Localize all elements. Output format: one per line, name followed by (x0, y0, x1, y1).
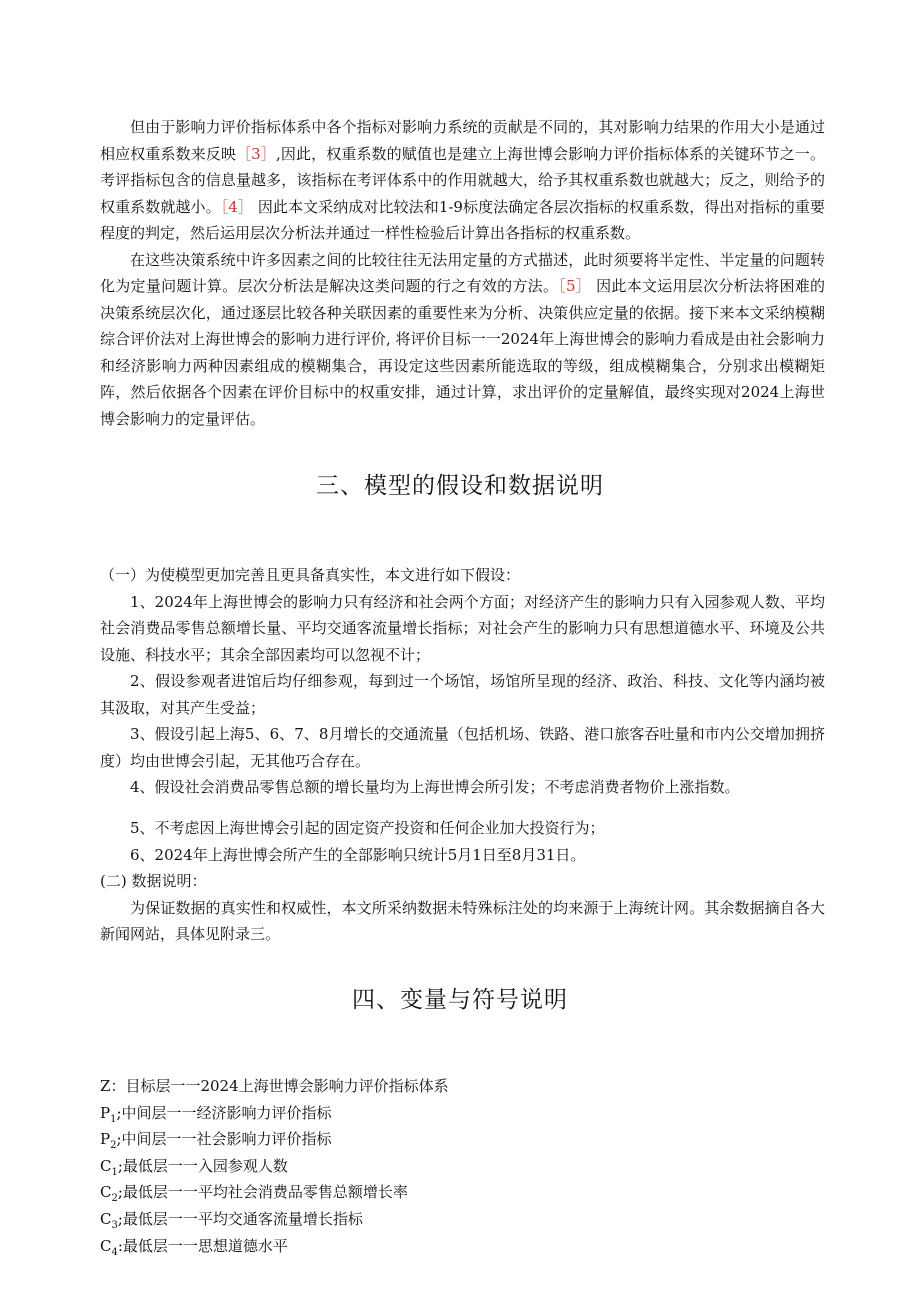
variable-symbol: C (100, 1236, 112, 1255)
variable-subscript: 3 (111, 1219, 118, 1231)
variable-item (100, 1206, 700, 1233)
variable-subscript: 4 (111, 1246, 118, 1258)
citation-3[interactable]: ［3］ (236, 144, 276, 163)
text-run: 因此本文采纳成对比较法和1-9标度法确定各层次指标的权重系数，得出对指标的重要程度的判定，然后运用层次分析法并通过一样性检验后计算出各指标的权重系数。 (100, 197, 825, 242)
variable-description: ;中间层一一社会影响力评价指标 (116, 1130, 332, 1149)
assumption-item-6: 6、2024年上海世博会所产生的全部影响只统计5月1日至8月31日。 (130, 845, 586, 864)
variable-subscript: 2 (111, 1193, 118, 1205)
variable-subscript: 2 (110, 1140, 117, 1152)
variable-description: ：目标层一一2024上海世博会影响力评价指标体系 (110, 1077, 449, 1095)
section-heading-3: 三、模型的假设和数据说明 (316, 473, 604, 499)
variable-description: :最低层一一思想道德水平 (117, 1236, 288, 1255)
variable-list (100, 1073, 700, 1259)
text-run: 因此本文运用层次分析法将困难的决策系统层次化，通过逐层比较各种关联因素的重要性来为分析、决策供应定量的依据。接下来本文采纳模糊综合评价法对上海世博会的影响力进行评价, 将评价目标一一2024年上海世博会的影响力看成是由社会影响力和经济影响力两种因素组成的模糊集合，再设定这些因素所能选取的等级，组成模糊集合，分别求出模糊矩阵，然后依据各个因素在评价目标中的权重安排，通过计算，求出评价的定量解值，最终实现对2024上海世博会影响力的定量评估。 (100, 277, 825, 428)
assumption-item-3: 3、假设引起上海5、6、7、8月增长的交通流量（包括机场、铁路、港口旅客吞吐量和市内公交增加拥挤度）均由世博会引起，无其他巧合存在。 (100, 725, 825, 770)
variable-symbol: C (100, 1209, 112, 1228)
assumption-item-4: 4、假设社会消费品零售总额的增长量均为上海世博会所引发；不考虑消费者物价上涨指数。 (130, 778, 740, 796)
variable-description: ;中间层一一经济影响力评价指标 (116, 1103, 332, 1122)
variable-subscript: 1 (111, 1166, 118, 1178)
variable-symbol: C (100, 1183, 112, 1202)
assumptions-section (100, 562, 825, 801)
variable-item (100, 1153, 700, 1180)
data-heading: (二) 数据说明： (100, 872, 207, 890)
text-run: 在这些决策系统中许多因素之间的比较往往无法用定量的方式描述，此时须要将半定性、半定量的问题转化为定量问题计算。层次分析法是解决这类问题的行之有效的方法。 (100, 250, 825, 295)
assumptions-continued (100, 815, 825, 948)
text-run: ,因此，权重系数的赋值也是建立上海世博会影响力评价指标体系的关键环节之一。考评指标包含的信息量越多，该指标在考评体系中的作用就越大，给予其权重系数也就越大；反之，则给予的权重系数就越小。 (100, 144, 825, 216)
intro-paragraph-2 (100, 247, 825, 433)
variable-symbol: P (100, 1103, 111, 1122)
section-heading-4: 四、变量与符号说明 (352, 987, 568, 1013)
variable-description: ;最低层一一平均交通客流量增长指标 (117, 1209, 363, 1228)
variable-item (100, 1233, 700, 1260)
data-description: 为保证数据的真实性和权威性，本文所采纳数据未特殊标注处的均来源于上海统计网。其余数据摘自各大新闻网站，具体见附录三。 (100, 898, 825, 943)
assumption-intro: （一）为使模型更加完善且更具备真实性，本文进行如下假设： (100, 566, 521, 584)
variable-symbol: P (100, 1130, 111, 1149)
variable-description: ;最低层一一平均社会消费品零售总额增长率 (117, 1183, 408, 1202)
variable-item (100, 1073, 700, 1100)
assumption-item-5: 5、不考虑因上海世博会引起的固定资产投资和任何企业加大投资行为； (130, 819, 605, 837)
intro-section (100, 114, 825, 432)
assumption-item-2: 2、假设参观者进馆后均仔细参观，每到过一个场馆，场馆所呈现的经济、政治、科技、文化等内涵均被其汲取，对其产生受益； (100, 672, 825, 717)
citation-4[interactable]: ［4］ (220, 197, 253, 216)
variable-subscript: 1 (110, 1113, 117, 1125)
text-run: 但由于影响力评价指标体系中各个指标对影响力系统的贡献是不同的，其对影响力结果的作用大小是通过相应权重系数来反映 (100, 118, 825, 163)
variable-symbol: Z (100, 1077, 111, 1095)
intro-paragraph-1 (100, 114, 825, 247)
variable-item (100, 1100, 700, 1127)
citation-5[interactable]: ［5］ (558, 277, 592, 295)
variable-description: ;最低层一一入园参观人数 (117, 1156, 288, 1175)
variable-item (100, 1179, 700, 1206)
variable-item (100, 1126, 700, 1153)
variable-symbol: C (100, 1156, 112, 1175)
assumption-item-1: 1、2024年上海世博会的影响力只有经济和社会两个方面；对经济产生的影响力只有入园参观人数、平均社会消费品零售总额增长量、平均交通客流量增长指标；对社会产生的影响力只有思想道德水平、环境及公共设施、科技水平；其余全部因素均可以忽视不计； (100, 592, 825, 664)
